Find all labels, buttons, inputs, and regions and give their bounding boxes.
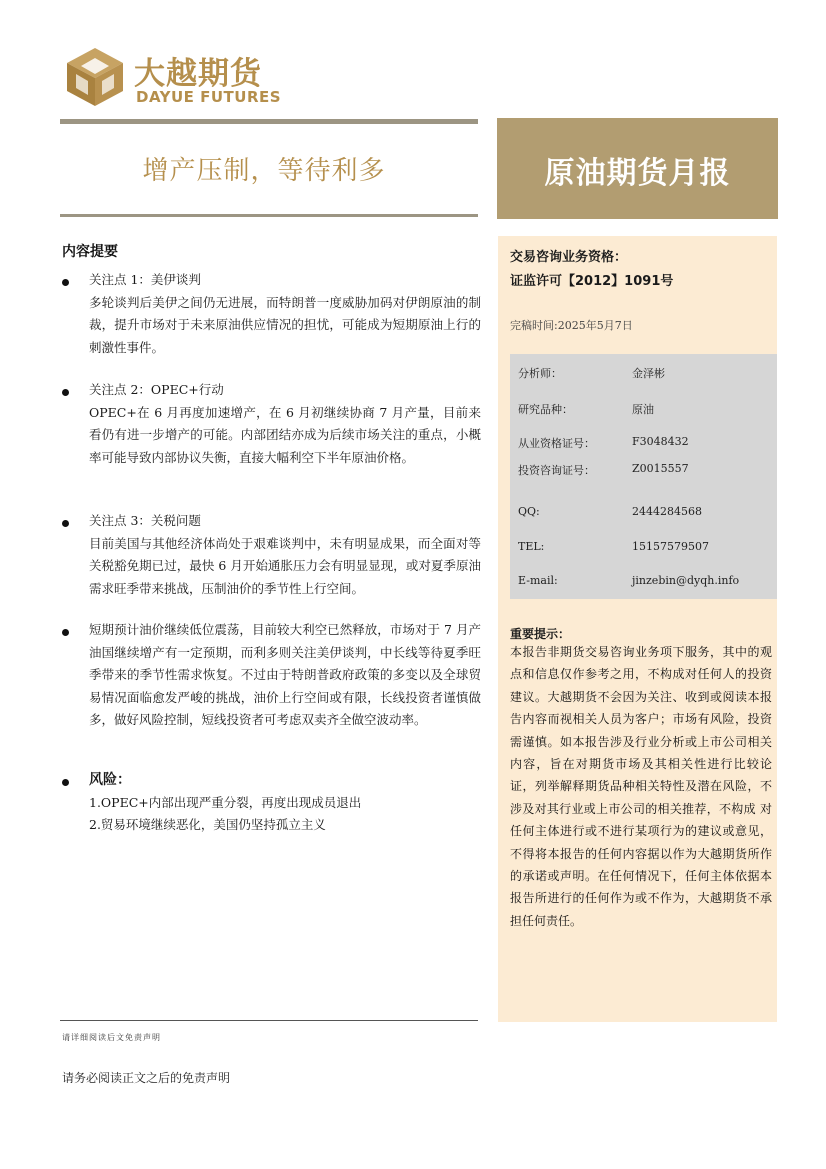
info-value-tel: 15157579507 <box>632 540 709 553</box>
point-text: 目前美国与其他经济体尚处于艰难谈判中，未有明显成果，而全面对等关税豁免期已过，最快 6 月开始通胀压力会有明显显现，或对夏季原油需求旺季带来挑战，压制油价的季节性上行空间。 <box>89 535 481 596</box>
info-label-variety: 研究品种： <box>518 403 573 416</box>
notice-body: 本报告非期货交易咨询业务项下服务，其中的观点和信息仅作参考之用，不构成对任何人的投资建议。大越期货不会因为关注、收到或阅读本报告内容而视相关人员为客户；市场有风险，投资需谨慎。如本报告涉及行业分析或上市公司相关内容，旨在对期货市场及其相关性进行比较论证，列举解释期货品种相关特性及潜在风险，不涉及对其行业或上市公司的相关推荐，不构成 对任何主体进行或不进行某项行为的建议或意见，不得将本报告的任何内容据以作为大越期货所作的承诺或声明。在任何情况下，任何主体依据本报告所进行的任何作为或不作为，大越期货不承担任何责任。 <box>510 645 772 928</box>
risk-title: 风险： <box>89 772 131 788</box>
info-label-advisory: 投资咨询证号： <box>518 464 595 477</box>
footer-disclaimer-note: 请务必阅读正文之后的免责声明 <box>62 1071 231 1085</box>
bullet-icon <box>62 520 69 527</box>
report-title: 原油期货月报 <box>544 156 731 191</box>
footer-small-note: 请详细阅读后文免责声明 <box>62 1033 161 1042</box>
point-text: 多轮谈判后美伊之间仍无进展，而特朗普一度威胁加码对伊朗原油的制裁，提升市场对于未来原油供应情况的担忧，可能成为短期原油上行的刺激性事件。 <box>89 294 481 355</box>
qualification-label: 交易咨询业务资格： <box>510 250 628 265</box>
summary-heading: 内容提要 <box>62 244 118 260</box>
info-value-advisory: Z0015557 <box>632 462 689 475</box>
company-logo <box>64 46 294 108</box>
risk-item: 1.OPEC+内部出现严重分裂，再度出现成员退出 <box>89 794 362 810</box>
report-title-box <box>497 118 778 219</box>
footer-rule <box>60 1020 478 1021</box>
bullet-icon <box>62 779 69 786</box>
info-label-license: 从业资格证号： <box>518 437 595 450</box>
risk-item: 2.贸易环境继续恶化，美国仍坚持孤立主义 <box>89 817 326 832</box>
report-headline: 增产压制，等待利多 <box>142 156 386 186</box>
logo-name-cn: 大越期货 <box>134 56 262 92</box>
info-value-qq: 2444284568 <box>632 505 702 518</box>
completion-date: 完稿时间:2025年5月7日 <box>510 319 633 332</box>
headline-top-rule <box>60 119 478 124</box>
point-title: 关注点 3：关税问题 <box>89 513 201 528</box>
logo-cube-icon <box>64 46 126 108</box>
notice-title: 重要提示： <box>510 627 571 641</box>
headline-bottom-rule <box>60 214 478 217</box>
bullet-icon <box>62 279 69 286</box>
info-value-email: jinzebin@dyqh.info <box>632 574 740 587</box>
info-label-email: E-mail: <box>518 574 558 587</box>
info-value-analyst: 金泽彬 <box>632 367 665 380</box>
point-text: 短期预计油价继续低位震荡，目前较大利空已然释放，市场对于 7 月产油国继续增产有一定预期，而利多则关注美伊谈判，中长线等待夏季旺季带来的季节性需求恢复。不过由于特朗普政府政策的多变以及全球贸易情况面临愈发严峻的挑战，油价上行空间或有限，长线投资者谨慎做多，做好风险控制，短线投资者可考虑双卖齐全做空波动率。 <box>89 622 481 727</box>
logo-name-en: DAYUE FUTURES <box>136 88 282 106</box>
bullet-icon <box>62 629 69 636</box>
analyst-info-box <box>510 354 777 599</box>
qualification-value: 证监许可【2012】1091号 <box>510 274 674 289</box>
info-value-variety: 原油 <box>632 403 654 416</box>
bullet-icon <box>62 389 69 396</box>
info-label-qq: QQ: <box>518 505 540 518</box>
info-label-analyst: 分析师： <box>518 367 562 380</box>
point-title: 关注点 1：美伊谈判 <box>89 272 201 287</box>
info-label-tel: TEL: <box>518 540 545 553</box>
point-text: OPEC+在 6 月再度加速增产，在 6 月初继续协商 7 月产量，目前来看仍有进一步增产的可能。内部团结亦成为后续市场关注的重点，小概率可能导致内部协议失衡，直接大幅利空下半年原油价格。 <box>89 404 481 465</box>
info-value-license: F3048432 <box>632 435 689 448</box>
point-title: 关注点 2：OPEC+行动 <box>89 382 224 397</box>
